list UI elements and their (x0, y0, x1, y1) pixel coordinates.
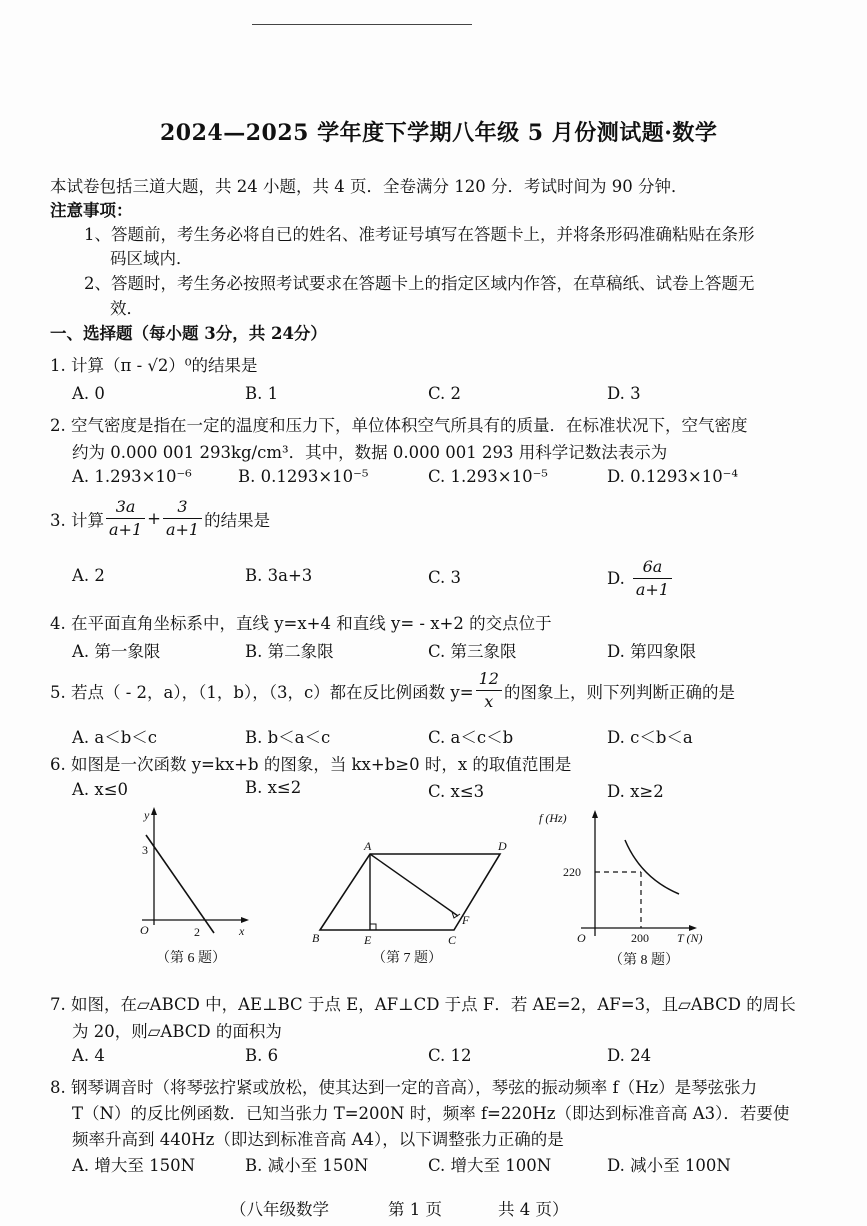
exam-summary: 本试卷包括三道大题，共 24 小题，共 4 页．全卷满分 120 分．考试时间为 90 分钟． (50, 177, 688, 196)
q3-option-d-num: 6a (633, 556, 672, 579)
q1-option-a: A. 0 (72, 384, 105, 403)
fig6-origin-label: O (140, 923, 149, 937)
q4-option-d: D. 第四象限 (607, 642, 697, 661)
fig7-label-d: D (498, 839, 507, 853)
q3-plus: + (147, 509, 161, 528)
note-2-line-1: 2、答题时，考生务必按照考试要求在答题卡上的指定区域内作答，在草稿纸、试卷上答题无 (84, 274, 755, 293)
fig7-label-b: B (312, 931, 320, 945)
fig7-caption: （第 7 题） (372, 951, 442, 966)
fig6-caption: （第 6 题） (156, 951, 226, 966)
q4-option-a: A. 第一象限 (72, 642, 161, 661)
q2-option-c: C. 1.293×10⁻⁵ (428, 467, 548, 486)
fig8-x-tick: 200 (631, 931, 649, 945)
q5-fraction (476, 668, 502, 713)
q8-option-d: D. 减小至 100N (607, 1156, 731, 1175)
q6-option-b: B. x≤2 (245, 778, 302, 797)
q3-option-d (607, 556, 672, 601)
q5-stem (50, 668, 735, 713)
q2-option-a: A. 1.293×10⁻⁶ (72, 467, 192, 486)
q3-stem (50, 496, 270, 541)
fig8-x-label: T (N) (677, 931, 703, 945)
q8-line-1: 8. 钢琴调音时（将琴弦拧紧或放松，使其达到一定的音高），琴弦的振动频率 f（Hz）是琴弦张力 (50, 1078, 758, 1097)
q1-option-c: C. 2 (428, 384, 462, 403)
q8-option-c: C. 增大至 100N (428, 1156, 552, 1175)
q5-option-c: C. a＜c＜b (428, 728, 514, 747)
q8-line-2: T（N）的反比例函数．已知当张力 T=200N 时，频率 f=220Hz（即达到标准音高 A3）．若要使 (72, 1104, 790, 1123)
q2-option-b: B. 0.1293×10⁻⁵ (238, 467, 369, 486)
q6-option-a: A. x≤0 (72, 780, 129, 799)
q1-stem: 1. 计算（π - √2）⁰的结果是 (50, 356, 258, 375)
footer-total-pages: 共 4 页） (498, 1200, 569, 1219)
q3-option-a: A. 2 (72, 566, 105, 585)
q3-fraction-1-den: a+1 (109, 520, 143, 539)
q6-option-c: C. x≤3 (428, 782, 485, 801)
fig8-caption: （第 8 题） (609, 953, 679, 968)
q4-option-b: B. 第二象限 (245, 642, 334, 661)
q7-option-c: C. 12 (428, 1046, 472, 1065)
q6-option-d: D. x≥2 (607, 782, 664, 801)
footer-page-number: 第 1 页 (388, 1200, 442, 1219)
q3-option-b: B. 3a+3 (245, 566, 313, 585)
fig8-curve (625, 840, 679, 894)
q5-fraction-num: 12 (476, 668, 502, 691)
fig6-x-arrow (241, 917, 249, 923)
note-2-line-2: 效． (110, 299, 143, 318)
fig7-altitude-af (370, 854, 458, 916)
q2-line-1: 2. 空气密度是指在一定的温度和压力下，单位体积空气所具有的质量．在标准状况下，空气密度 (50, 416, 748, 435)
q5-suffix: 的图象上，则下列判断正确的是 (503, 682, 735, 702)
q5-option-d: D. c＜b＜a (607, 728, 693, 747)
q2-line-2: 约为 0.000 001 293kg/cm³．其中，数据 0.000 001 293 用科学记数法表示为 (72, 443, 668, 462)
q4-stem: 4. 在平面直角坐标系中，直线 y=x+4 和直线 y= - x+2 的交点位于 (50, 614, 552, 633)
fig8-y-arrow (592, 810, 598, 818)
footer-subject: （八年级数学 (230, 1200, 329, 1219)
q6-stem: 6. 如图是一次函数 y=kx+b 的图象，当 kx+b≥0 时，x 的取值范围是 (50, 755, 572, 774)
figure-8-graph (533, 808, 733, 970)
figure-7-parallelogram (308, 832, 522, 972)
q3-fraction-2-num: 3 (163, 496, 202, 519)
q5-prefix: 5. 若点（ - 2，a），（1，b），（3，c）都在反比例函数 y= (50, 682, 474, 702)
q3-option-c: C. 3 (428, 568, 462, 587)
fig8-origin-label: O (577, 931, 586, 945)
fig7-label-f: F (462, 913, 470, 927)
q8-line-3: 频率升高到 440Hz（即达到标准音高 A4），以下调整张力正确的是 (72, 1130, 564, 1149)
q5-option-a: A. a＜b＜c (72, 728, 158, 747)
fig6-y-label: y (144, 808, 150, 822)
q7-option-a: A. 4 (72, 1046, 105, 1065)
q8-option-a: A. 增大至 150N (72, 1156, 196, 1175)
q5-option-b: B. b＜a＜c (245, 728, 331, 747)
figure-6-graph (128, 805, 258, 970)
fig6-x-label: x (239, 924, 245, 938)
q8-option-b: B. 减小至 150N (245, 1156, 369, 1175)
fig6-y-arrow (151, 807, 157, 815)
q4-option-c: C. 第三象限 (428, 642, 517, 661)
fig7-right-angle-e (370, 924, 376, 930)
q2-option-d: D. 0.1293×10⁻⁴ (607, 467, 739, 486)
fig6-function-line (146, 835, 214, 933)
q7-line-2: 为 20，则▱ABCD 的面积为 (72, 1022, 282, 1041)
fig7-label-a: A (364, 839, 372, 853)
q3-option-d-den: a+1 (635, 580, 670, 599)
q3-prefix: 3. 计算 (50, 510, 104, 530)
note-1-line-2: 码区域内． (110, 249, 193, 268)
q3-fraction-1 (106, 496, 145, 541)
note-1-line-1: 1、答题前，考生务必将自已的姓名、准考证号填写在答题卡上，并将条形码准确粘贴在条形 (84, 225, 755, 244)
fig7-label-c: C (448, 933, 457, 947)
q3-fraction-2-den: a+1 (165, 520, 200, 539)
fig6-y-intercept-label: 3 (142, 843, 148, 857)
top-rule (252, 24, 472, 25)
q7-option-b: B. 6 (245, 1046, 279, 1065)
q7-option-d: D. 24 (607, 1046, 652, 1065)
fig7-label-e: E (364, 933, 372, 947)
q7-line-1: 7. 如图，在▱ABCD 中，AE⊥BC 于点 E，AF⊥CD 于点 F．若 AE=2，AF=3，且▱ABCD 的周长 (50, 995, 796, 1014)
q1-option-d: D. 3 (607, 384, 641, 403)
q3-suffix: 的结果是 (204, 510, 271, 530)
q3-option-d-label: D. (607, 569, 625, 588)
fig8-y-tick: 220 (563, 865, 581, 879)
fig6-x-intercept-label: 2 (194, 925, 200, 939)
notes-label: 注意事项： (50, 201, 133, 220)
q1-option-b: B. 1 (245, 384, 279, 403)
fig7-parallelogram (320, 854, 500, 930)
q5-fraction-den: x (484, 692, 494, 711)
q3-option-d-fraction (633, 556, 672, 601)
section-heading: 一、选择题（每小题 3分，共 24分） (50, 324, 327, 343)
q3-fraction-1-num: 3a (106, 496, 145, 519)
page-title: 2024—2025 学年度下学期八年级 5 月份测试题·数学 (160, 120, 718, 146)
q3-fraction-2 (163, 496, 202, 541)
fig8-y-label: f (Hz) (539, 811, 567, 825)
